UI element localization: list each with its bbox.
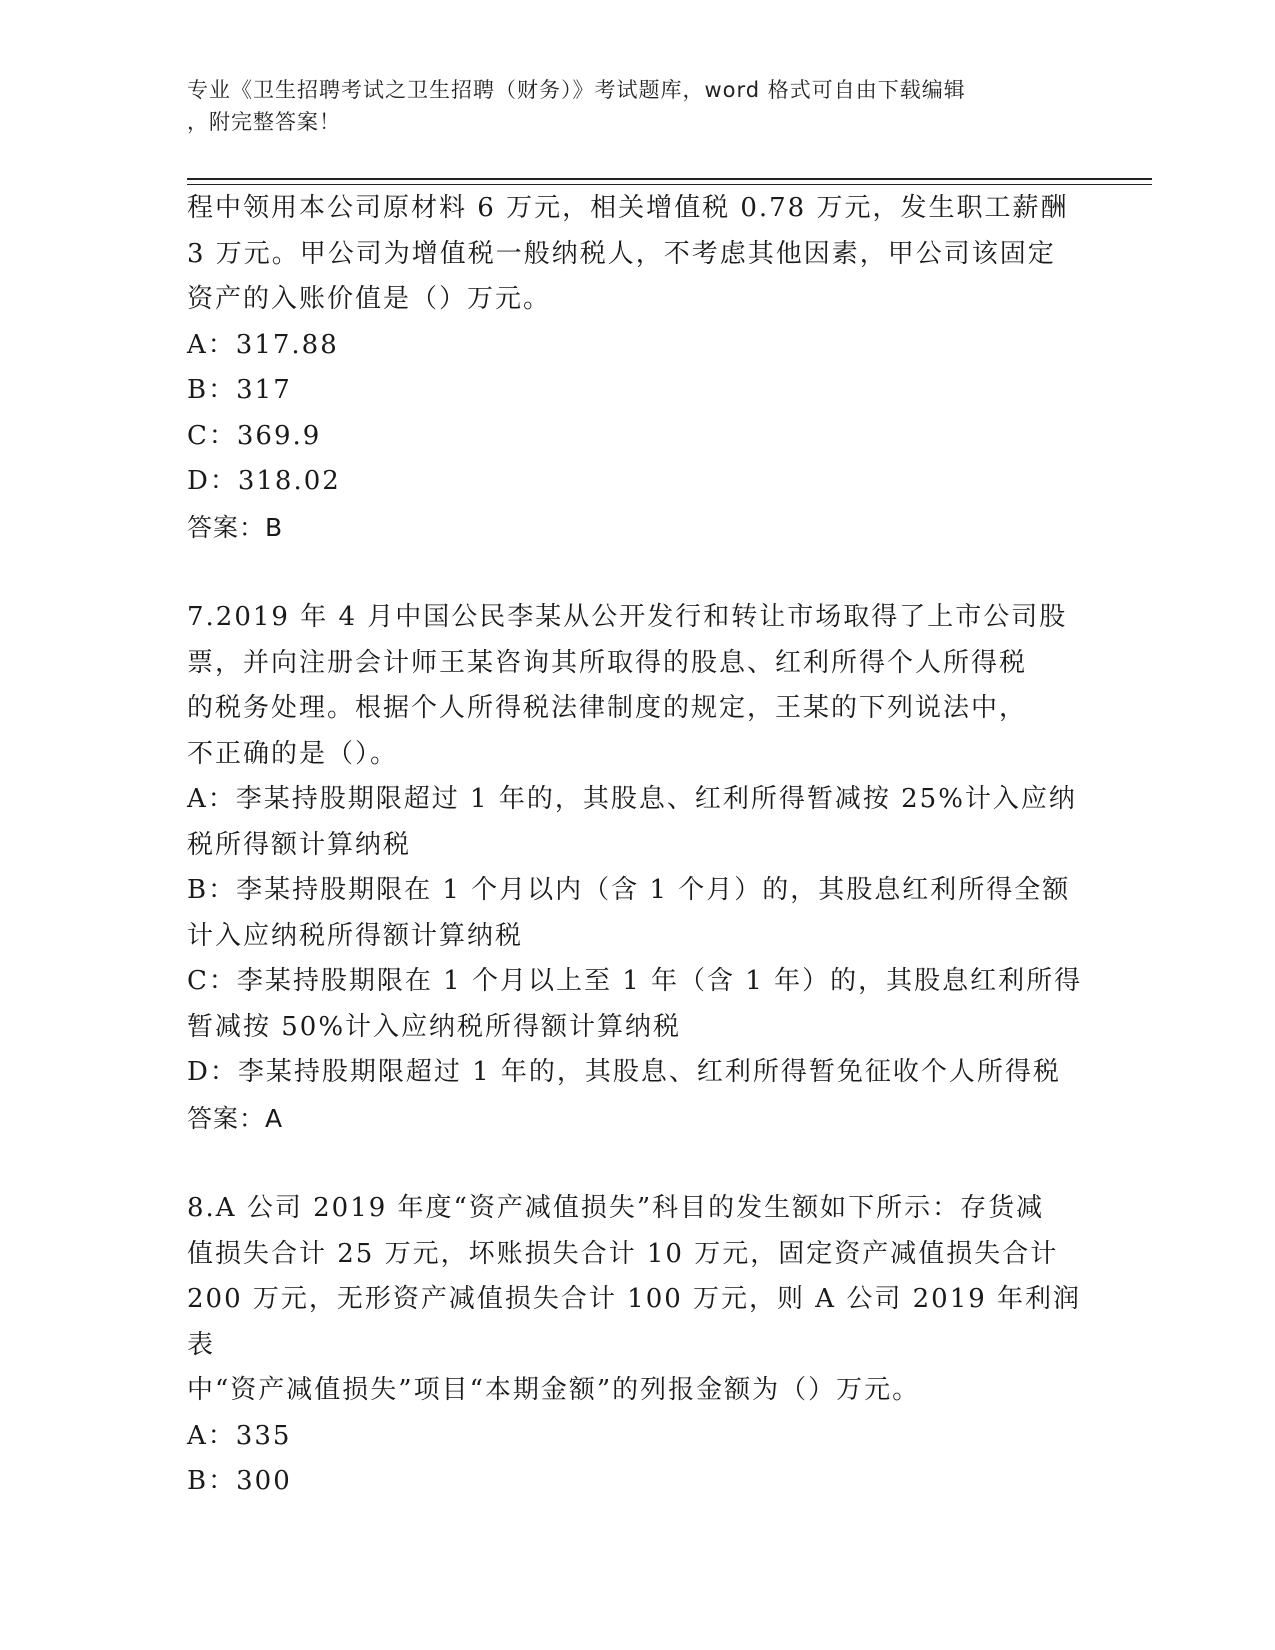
option-a-cont: 税所得额计算纳税 <box>187 829 412 860</box>
question-content <box>187 186 1087 1505</box>
option-a: A：335 <box>187 1420 292 1451</box>
question-stem-line: 200 万元，无形资产减值损失合计 100 万元，则 A 公司 2019 年利润表 <box>187 1284 1082 1360</box>
question-stem-line: 的税务处理。根据个人所得税法律制度的规定，王某的下列说法中， <box>187 693 1028 723</box>
option-c: C：369.9 <box>187 420 322 451</box>
option-b: B：李某持股期限在 1 个月以内（含 1 个月）的，其股息红利所得全额 <box>187 875 1071 905</box>
option-d: D：李某持股期限超过 1 年的，其股息、红利所得暂免征收个人所得税 <box>187 1057 1061 1087</box>
question-stem-line: 值损失合计 25 万元，坏账损失合计 10 万元，固定资产减值损失合计 <box>187 1238 1059 1269</box>
spacer <box>187 550 1087 595</box>
spacer <box>187 1141 1087 1186</box>
answer: 答案：A <box>187 1103 284 1133</box>
question-stem-line: 程中领用本公司原材料 6 万元，相关增值税 0.78 万元，发生职工薪酬 <box>187 193 1069 223</box>
page-header <box>187 74 1067 138</box>
answer: 答案：B <box>187 512 284 542</box>
header-line-1: 专业《卫生招聘考试之卫生招聘（财务）》考试题库，word 格式可自由下载编辑 <box>187 78 966 102</box>
option-a: A：李某持股期限超过 1 年的，其股息、红利所得暂减按 25%计入应纳 <box>187 784 1077 814</box>
question-stem-line: 3 万元。甲公司为增值税一般纳税人，不考虑其他因素，甲公司该固定 <box>187 238 1056 269</box>
option-c-cont: 暂减按 50%计入应纳税所得额计算纳税 <box>187 1011 682 1042</box>
header-line-2: ，附完整答案！ <box>187 110 341 134</box>
option-c: C：李某持股期限在 1 个月以上至 1 年（含 1 年）的，其股息红利所得 <box>187 966 1083 996</box>
header-rule-thin <box>187 184 1152 185</box>
question-stem-line: 票，并向注册会计师王某咨询其所取得的股息、红利所得个人所得税 <box>187 647 1028 678</box>
question-8 <box>187 1186 1087 1505</box>
question-stem-line: 7.2019 年 4 月中国公民李某从公开发行和转让市场取得了上市公司股 <box>187 602 1068 632</box>
question-stem-line: 8.A 公司 2019 年度“资产减值损失”科目的发生额如下所示：存货减 <box>187 1193 1045 1223</box>
question-7 <box>187 595 1087 1141</box>
option-a: A：317.88 <box>187 329 339 360</box>
question-stem-line: 中“资产减值损失”项目“本期金额”的列报金额为（）万元。 <box>187 1375 921 1405</box>
header-rule-thick <box>187 178 1152 180</box>
question-stem-line: 不正确的是（）。 <box>187 738 399 769</box>
option-b: B：300 <box>187 1466 292 1496</box>
option-b: B：317 <box>187 375 292 405</box>
option-b-cont: 计入应纳税所得额计算纳税 <box>187 920 524 951</box>
question-6 <box>187 186 1087 550</box>
question-stem-line: 资产的入账价值是（）万元。 <box>187 284 552 314</box>
option-d: D：318.02 <box>187 466 341 496</box>
